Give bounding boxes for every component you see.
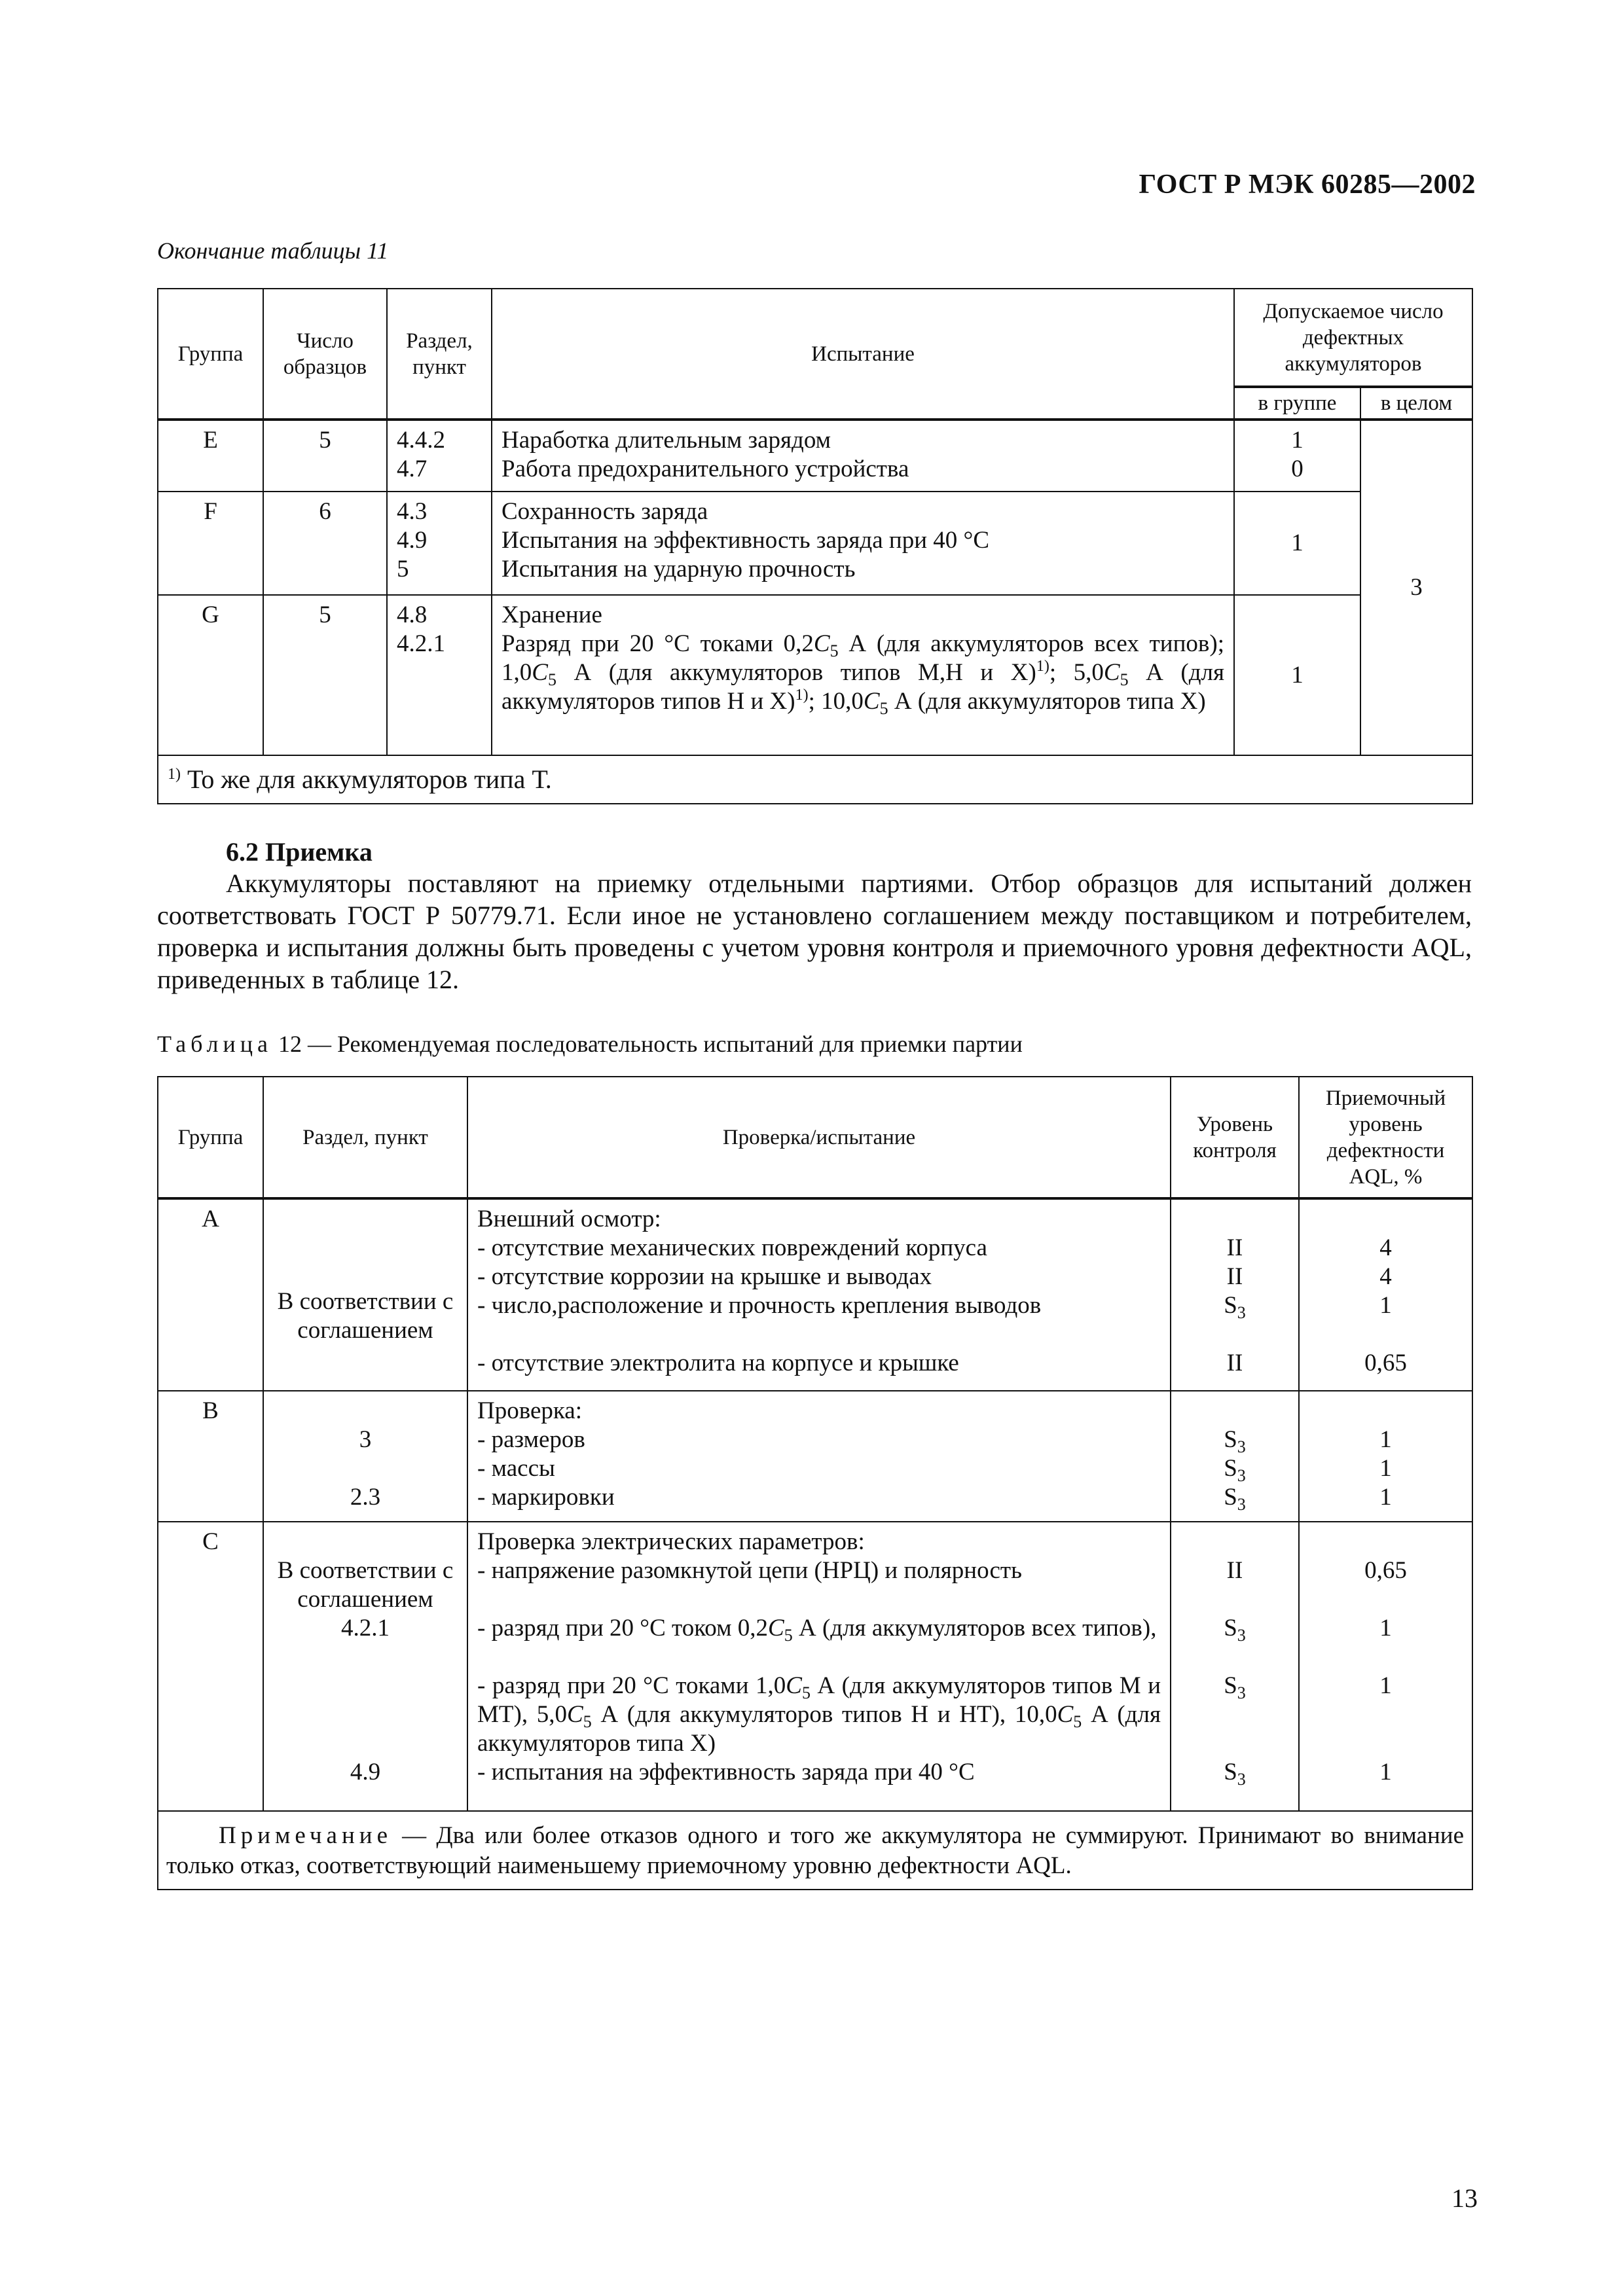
t12-note-row (158, 1811, 1472, 1890)
t11-section-line: 5 (397, 556, 409, 583)
t12-aql-value: 1 (1379, 1484, 1392, 1511)
t12-header-level: Уровень контроля (1171, 1077, 1299, 1198)
t12-aql-value: 4 (1379, 1234, 1392, 1261)
t12-test-line: - испытания на эффективность заряда при 40 °С (477, 1759, 975, 1785)
t12-level: II (1226, 1234, 1243, 1261)
t12-aql-value: 1 (1379, 1615, 1392, 1641)
t12-header-test: Проверка/испытание (467, 1077, 1171, 1198)
t12-test-line: - напряжение разомкнутой цепи (НРЦ) и полярность (477, 1557, 1022, 1584)
t11-samples: 6 (263, 492, 387, 595)
t12-row-a (158, 1198, 1472, 1391)
t12-test-line: - отсутствие электролита на корпусе и крышке (477, 1350, 959, 1376)
symbol-sub: 3 (1237, 1495, 1246, 1514)
symbol-c: C (567, 1701, 583, 1728)
t11-test-line: Испытания на эффективность заряда при 40 °С (501, 527, 990, 554)
table12-caption-rest: 12 — Рекомендуемая последовательность испытаний для приемки партии (272, 1031, 1023, 1057)
t12-tests (467, 1198, 1171, 1391)
t12-spacer (1180, 1585, 1289, 1614)
text-run: - разряд при 20 °С токами 1,0 (477, 1672, 786, 1699)
t12-test-line: - маркировки (477, 1484, 615, 1511)
t11-section-line: 4.4.2 (397, 427, 445, 454)
t11-header-in-group: в группе (1234, 387, 1360, 420)
footnote-mark: 1) (1036, 658, 1049, 675)
t11-header-section: Раздел, пункт (387, 289, 492, 420)
text-run: А (для аккумуляторов типа X) (888, 688, 1206, 715)
t12-aql (1299, 1522, 1472, 1811)
t11-test-line: Работа предохранительного устройства (501, 456, 909, 482)
t12-aql-value: 1 (1379, 1672, 1392, 1699)
section-paragraph: Аккумуляторы поставляют на приемку отдельными партиями. Отбор образцов для испытаний должен соответствовать ГОСТ Р 50779.71. Если иное не установлено соглашением между поставщиком и потребителем, проверка и испытания должны быть проведены с учетом уровня контроля и приемочного уровня дефектности AQL, приведенных в таблице 12. (157, 869, 1472, 994)
t12-level (1180, 1614, 1289, 1672)
t12-level (1180, 1426, 1289, 1454)
symbol-sub: 3 (1237, 1303, 1246, 1322)
table12-caption-prefix: Таблица (157, 1031, 272, 1057)
t11-total-cell: 3 (1360, 420, 1472, 755)
t11-section-line: 4.8 (397, 601, 428, 628)
symbol-sub: 3 (1237, 1683, 1246, 1702)
t11-samples: 5 (263, 595, 387, 755)
t11-test-line: Испытания на ударную прочность (501, 556, 856, 583)
t12-spacer (1180, 1397, 1289, 1426)
page-number: 13 (1451, 2183, 1478, 2213)
t12-spacer (1180, 1320, 1289, 1349)
t12-spacer (477, 1320, 1161, 1349)
t11-test-line: Наработка длительным зарядом (501, 427, 831, 454)
t12-levels (1171, 1391, 1299, 1522)
t12-aql-value: 4 (1379, 1263, 1392, 1290)
t11-group: F (158, 492, 263, 595)
symbol-sub: 5 (784, 1626, 793, 1645)
t12-note (158, 1811, 1472, 1890)
t12-spacer (1180, 1528, 1289, 1556)
t12-spacer (1309, 1585, 1463, 1614)
t12-test-line (477, 1672, 1161, 1758)
t12-sections (263, 1522, 467, 1811)
t12-sections (263, 1391, 467, 1522)
symbol-sub: 3 (1237, 1437, 1246, 1456)
t12-level (1180, 1758, 1289, 1787)
t11-footnote-row (158, 755, 1472, 804)
symbol-sub: 5 (1073, 1712, 1082, 1731)
t11-in-group: 1 (1234, 595, 1360, 755)
text-run: А (для аккумуляторов типов М,Н и X) (556, 659, 1036, 686)
t11-header-test: Испытание (492, 289, 1234, 420)
text-run: ; 5,0 (1049, 659, 1104, 686)
symbol-sub: 5 (583, 1712, 592, 1731)
text-run: А (для аккумуляторов типов М и МТ), 5,0 (477, 1672, 1161, 1728)
t12-aql-value: 1 (1379, 1292, 1392, 1319)
t12-test-line: - массы (477, 1455, 555, 1482)
t12-test-title: Проверка: (477, 1397, 583, 1424)
t12-tests (467, 1522, 1171, 1811)
t12-level (1180, 1483, 1289, 1512)
t12-test-line: - отсутствие коррозии на крышке и выводах (477, 1263, 932, 1290)
symbol-c: C (1103, 659, 1120, 686)
t12-section-line: 3 (359, 1426, 372, 1453)
t12-level: II (1226, 1557, 1243, 1584)
t12-test-line (477, 1614, 1161, 1672)
t12-aql-value: 1 (1379, 1455, 1392, 1482)
t12-spacer (273, 1528, 458, 1556)
t12-section: В соответствии с соглашением (263, 1198, 467, 1391)
symbol-sub: 3 (1237, 1770, 1246, 1789)
symbol-s: S (1224, 1484, 1237, 1511)
t11-group: E (158, 420, 263, 492)
t11-tests (492, 595, 1234, 755)
table11 (157, 288, 1473, 804)
t11-section-line: 4.9 (397, 527, 428, 554)
symbol-sub: 5 (879, 699, 888, 718)
t12-level (1180, 1291, 1289, 1320)
t12-level (1180, 1672, 1289, 1758)
t12-test-line: - отсутствие механических повреждений корпуса (477, 1234, 987, 1261)
symbol-s: S (1224, 1615, 1237, 1641)
table11-caption: Окончание таблицы 11 (157, 238, 389, 264)
t12-spacer (477, 1585, 1161, 1614)
t11-row-f (158, 492, 1472, 595)
t12-aql-value: 1 (1379, 1426, 1392, 1453)
t11-header-samples: Число образцов (263, 289, 387, 420)
t11-tests (492, 492, 1234, 595)
text-run: Разряд при 20 °С токами 0,2 (501, 630, 814, 657)
t12-section-line: В соответствии с соглашением (277, 1557, 454, 1613)
symbol-c: C (786, 1672, 802, 1699)
t12-spacer (273, 1643, 458, 1758)
t12-note-prefix: Примечание (219, 1822, 392, 1849)
document-standard-header: ГОСТ Р МЭК 60285—2002 (1139, 170, 1476, 200)
t12-level (1180, 1454, 1289, 1483)
t11-section-line: 4.3 (397, 498, 428, 525)
text-run: А (для аккумуляторов всех типов), (792, 1615, 1157, 1641)
t12-levels (1171, 1522, 1299, 1811)
t11-sections (387, 492, 492, 595)
t11-test-line: Хранение (501, 601, 602, 628)
t11-row-e (158, 420, 1472, 492)
text-run: А (для аккумуляторов типа X) (477, 1701, 1161, 1757)
t12-level: II (1226, 1263, 1243, 1290)
t11-section-line: 4.7 (397, 456, 428, 482)
text-run: А (для аккумуляторов всех типов); 1,0 (501, 630, 1224, 686)
t11-footnote (158, 755, 1472, 804)
t11-row-g (158, 595, 1472, 755)
table12 (157, 1076, 1473, 1890)
t11-in-group-line: 1 (1291, 427, 1304, 454)
t11-in-group (1234, 420, 1360, 492)
t11-header-total: в целом (1360, 387, 1472, 420)
symbol-sub: 5 (1120, 670, 1129, 689)
t12-spacer (1309, 1205, 1463, 1234)
symbol-s: S (1224, 1426, 1237, 1453)
t12-aql-value: 0,65 (1364, 1350, 1407, 1376)
t12-section-line: 4.9 (350, 1759, 381, 1785)
t12-group: A (158, 1198, 263, 1391)
symbol-c: C (532, 659, 548, 686)
t12-levels (1171, 1198, 1299, 1391)
text-run: - разряд при 20 °С током 0,2 (477, 1615, 769, 1641)
t12-header-section: Раздел, пункт (263, 1077, 467, 1198)
section-title: 6.2 Приемка (226, 837, 373, 867)
t12-aql-value: 0,65 (1364, 1557, 1407, 1584)
symbol-sub: 5 (801, 1683, 811, 1702)
t12-test-line: - число,расположение и прочность крепления выводов (477, 1292, 1042, 1319)
t12-note-text: — Два или более отказов одного и того же аккумулятора не суммируют. Принимают во внимание только отказ, соответствующий наименьшему приемочному уровню дефектности AQL. (166, 1822, 1464, 1879)
t12-spacer (1309, 1397, 1463, 1426)
t12-test-title: Проверка электрических параметров: (477, 1528, 865, 1555)
t12-section-line: 2.3 (350, 1484, 381, 1511)
t12-aql-value: 1 (1379, 1759, 1392, 1785)
symbol-c: C (768, 1615, 784, 1641)
t12-section-line: 4.2.1 (341, 1615, 390, 1641)
t12-test-line: - размеров (477, 1426, 585, 1453)
t12-group: B (158, 1391, 263, 1522)
t11-in-group: 1 (1234, 492, 1360, 595)
t12-spacer (1309, 1320, 1463, 1349)
t11-group: G (158, 595, 263, 755)
t12-spacer (1309, 1528, 1463, 1556)
t11-test-line: Сохранность заряда (501, 498, 708, 525)
text-run: А (для аккумуляторов типов Н и НТ), 10,0 (591, 1701, 1057, 1728)
symbol-c: C (813, 630, 830, 657)
t12-header-group: Группа (158, 1077, 263, 1198)
symbol-sub: 3 (1237, 1466, 1246, 1485)
t12-level: II (1226, 1350, 1243, 1376)
text-run: ; 10,0 (808, 688, 864, 715)
symbol-sub: 3 (1237, 1626, 1246, 1645)
t12-aql (1299, 1198, 1472, 1391)
footnote-mark: 1) (795, 687, 809, 704)
t12-spacer (1180, 1205, 1289, 1234)
text-run: А (для аккумуляторов типов Н и X) (501, 659, 1225, 715)
t11-sections (387, 595, 492, 755)
symbol-s: S (1224, 1292, 1237, 1319)
symbol-s: S (1224, 1455, 1237, 1482)
symbol-sub: 5 (547, 670, 556, 689)
t11-header-group: Группа (158, 289, 263, 420)
t12-group: C (158, 1522, 263, 1811)
t12-row-c (158, 1522, 1472, 1811)
symbol-sub: 5 (830, 641, 839, 660)
table12-caption (157, 1030, 1023, 1058)
t12-header-aql: Приемочный уровень дефектности AQL, % (1299, 1077, 1472, 1198)
t11-test-paragraph (501, 630, 1224, 716)
symbol-s: S (1224, 1672, 1237, 1699)
t12-section-line (273, 1454, 458, 1483)
t11-header-allowed: Допускаемое число дефектных аккумуляторов (1234, 289, 1472, 387)
t11-in-group-line: 0 (1291, 456, 1304, 482)
t12-row-b (158, 1391, 1472, 1522)
t11-section-line: 4.2.1 (397, 630, 445, 657)
t12-spacer (273, 1397, 458, 1426)
symbol-s: S (1224, 1759, 1237, 1785)
t11-sections (387, 420, 492, 492)
footnote-text: То же для аккумуляторов типа Т. (181, 764, 552, 794)
t12-test-title: Внешний осмотр: (477, 1206, 661, 1232)
t12-aql (1299, 1391, 1472, 1522)
symbol-c: C (863, 688, 880, 715)
footnote-mark: 1) (168, 766, 181, 783)
t12-tests (467, 1391, 1171, 1522)
symbol-c: C (1057, 1701, 1074, 1728)
t11-tests (492, 420, 1234, 492)
t11-samples: 5 (263, 420, 387, 492)
